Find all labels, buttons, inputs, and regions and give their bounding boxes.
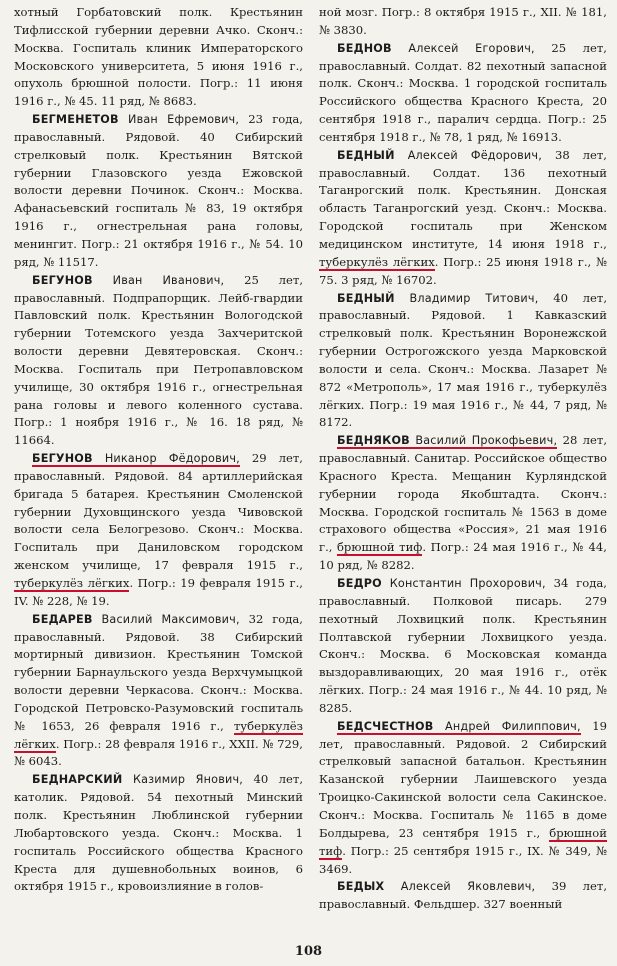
- entry-text: 29 лет, православный. Рядовой. 84 артиллерийская бригада 5 батарея. Крестьянин Смоленской губернии Духовщинского уезда Чивовской волости села Белогрезово. Сконч.: Москва. Госпиталь при Даниловском городском женском училище, 17 февраля 1915 г.,: [14, 451, 303, 573]
- entry-given-name: Никанор Фёдорович,: [104, 452, 240, 466]
- entry-surname: БЕДАРЕВ: [32, 612, 93, 626]
- entry-paragraph: [319, 878, 607, 914]
- highlighted-diagnosis: туберкулёз лёгких: [14, 576, 130, 590]
- entry-paragraph: [319, 432, 607, 575]
- entry-paragraph: [14, 4, 303, 111]
- right-column: [319, 4, 607, 914]
- entry-text: хотный Горбатовский полк. Крестьянин Тифлисской губернии деревни Ачко. Сконч.: Москва. Госпиталь клиник Императорского Московского университета, 5 июня 1916 г., опухоль брюшной полости. Погр.: 11 июня 1916 г., № 45. 11 ряд, № 8683.: [14, 5, 303, 109]
- entry-given-name: Казимир Янович,: [132, 773, 244, 787]
- left-column: [14, 4, 303, 896]
- entry-text: 28 лет, православный. Санитар. Российское общество Красного Креста. Мещанин Курляндской губернии города Якобштадта. Сконч.: Москва. Городской госпиталь № 1563 в доме страхового общества «Россия», 21 мая 1916 г.,: [319, 433, 608, 555]
- entry-name: [32, 452, 240, 467]
- entry-name: [337, 292, 538, 305]
- entry-name: [32, 274, 224, 287]
- entry-paragraph: [14, 771, 303, 896]
- entry-paragraph: [319, 718, 607, 879]
- entry-text: . Погр.: 28 февраля 1916 г., XXII. № 729, № 6043.: [14, 736, 303, 769]
- entry-text: . Погр.: 24 мая 1916 г., № 44, 10 ряд, № 8282.: [319, 540, 607, 573]
- entry-surname: БЕГУНОВ: [32, 452, 93, 466]
- entry-surname: БЕГУНОВ: [32, 273, 93, 287]
- entry-surname: БЕДРО: [337, 577, 382, 590]
- entry-text: 25 лет, православный. Солдат. 82 пехотный запасной полк. Сконч.: Москва. 1 городской госпиталь Российского общества Красного Креста, 20 сентября 1918 г., паралич сердца. Погр.: 25 сентября 1918 г., № 78, 1 ряд, № 16913.: [319, 40, 607, 144]
- entry-given-name: Василий Максимович,: [101, 612, 240, 626]
- entry-given-name: Василий Прокофьевич,: [415, 434, 558, 448]
- entry-text: 39 лет, православный. Фельдшер. 327 военный: [319, 879, 608, 912]
- entry-paragraph: [319, 290, 607, 433]
- entry-text: . Погр.: 19 февраля 1915 г., IV. № 228, № 19.: [14, 576, 303, 608]
- highlighted-diagnosis: брюшной тиф: [319, 825, 607, 858]
- entry-paragraph: [14, 611, 303, 772]
- entry-paragraph: [14, 111, 303, 272]
- entry-given-name: Константин Прохорович,: [389, 577, 546, 590]
- entry-given-name: Владимир Титович,: [409, 291, 539, 305]
- entry-given-name: Алексей Егорович,: [408, 41, 535, 55]
- entry-paragraph: [319, 40, 607, 147]
- entry-surname: БЕДНОВ: [337, 41, 392, 55]
- entry-name: [337, 42, 535, 55]
- entry-name: [32, 113, 239, 126]
- entry-surname: БЕДНЯКОВ: [337, 434, 410, 448]
- page-number: 108: [294, 944, 323, 959]
- entry-surname: БЕДЫХ: [337, 880, 385, 894]
- entry-name: [32, 613, 240, 626]
- entry-name: [337, 720, 581, 735]
- entry-paragraph: [319, 575, 607, 718]
- entry-name: [337, 577, 546, 590]
- highlighted-diagnosis: брюшной тиф: [336, 540, 423, 555]
- entry-name: [337, 149, 542, 162]
- entry-text: 23 года, православный. Рядовой. 40 Сибирский стрелковый полк. Крестьянин Вятской губернии Глазовского уезда Ежовской волости деревни Починок. Сконч.: Москва. Афанасьевский госпиталь № 83, 19 октября 1916 г., огнестрельная рана головы, менингит. Погр.: 21 октября 1916 г., № 54. 10 ряд, № 11517.: [14, 112, 303, 269]
- entry-surname: БЕДНЫЙ: [337, 148, 395, 162]
- entry-text: 40 лет, католик. Рядовой. 54 пехотный Минский полк. Крестьянин Люблинской губернии Любартовского уезда. Сконч.: Москва. 1 госпиталь Российского общества Красного Креста для душевнобольных воинов, 6 октября 1915 г., кровоизлияние в голов-: [14, 772, 304, 894]
- entry-surname: БЕДНЫЙ: [337, 291, 395, 305]
- entry-text: 32 года, православный. Рядовой. 38 Сибирский мортирный дивизион. Крестьянин Томской губернии Барнаульского уезда Верхчумыцкой волости деревни Черкасова. Сконч.: Москва. Городской Петровско-Разумовский госпиталь № 1653, 26 февраля 1916 г.,: [14, 611, 303, 733]
- entry-paragraph: [319, 4, 607, 40]
- entry-name: [337, 434, 557, 449]
- entry-given-name: Иван Иванович,: [112, 273, 225, 287]
- entry-text: 38 лет, православный. Солдат. 136 пехотный Таганрогский полк. Крестьянин. Донская область Таганрогский уезд. Сконч.: Москва. Городской госпиталь при Женском медицинском институте, 14 июня 1918 г.,: [319, 147, 607, 251]
- entry-surname: БЕГМЕНЕТОВ: [32, 113, 119, 127]
- entry-text: . Погр.: 25 июня 1918 г., № 75. 3 ряд, № 16702.: [319, 254, 607, 287]
- entry-paragraph: [319, 147, 607, 290]
- entry-paragraph: [14, 272, 303, 450]
- entry-name: [32, 773, 243, 786]
- entry-text: 40 лет, православный. Рядовой. 1 Кавказский стрелковый полк. Крестьянин Воронежской губернии Острогожского уезда Марковской волости и села. Сконч.: Москва. Лазарет № 872 «Метрополь», 17 мая 1916 г., туберкулёз лёгких. Погр.: 19 мая 1916 г., № 44, 7 ряд, № 8172.: [319, 290, 608, 430]
- entry-text: ной мозг. Погр.: 8 октября 1915 г., XII. № 181, № 3830.: [319, 5, 607, 37]
- highlighted-diagnosis: туберкулёз лёгких: [14, 718, 303, 751]
- entry-text: . Погр.: 25 сентября 1915 г., IX. № 349, № 3469.: [319, 843, 607, 876]
- entry-paragraph: [14, 450, 303, 611]
- entry-name: [337, 880, 535, 893]
- highlighted-diagnosis: туберкулёз лёгких: [319, 254, 435, 269]
- entry-given-name: Алексей Яковлевич,: [400, 880, 536, 894]
- entry-text: 19 лет, православный. Рядовой. 2 Сибирский стрелковый запасной батальон. Крестьянин Казанской губернии Лаишевского уезда Троицко-Сакинской волости села Сакинское. Сконч.: Москва. Госпиталь № 1165 в доме Болдырева, 23 сентября 1915 г.,: [319, 718, 607, 840]
- entry-text: 34 года, православный. Полковой писарь. 279 пехотный Лохвицкий полк. Крестьянин Полтавской губернии Лохвицкого уезда. Сконч.: Москва. 6 Московская команда выздоравливающих, 20 мая 1916 г., отёк лёгких. Погр.: 24 мая 1916 г., № 44. 10 ряд, № 8285.: [319, 576, 607, 715]
- entry-text: 25 лет, православный. Подпрапорщик. Лейб-гвардии Павловский полк. Крестьянин Вологодской губернии Тотемского уезда Захчеритской волости деревни Девятеровская. Сконч.: Москва. Госпиталь при Петропавловском училище, 30 октября 1916 г., огнестрельная рана головы и левого коленного сустава. Погр.: 1 ноября 1916 г., № 16. 18 ряд, № 11664.: [14, 272, 304, 448]
- entry-given-name: Алексей Фёдорович,: [407, 148, 542, 162]
- entry-surname: БЕДСЧЕСТНОВ: [337, 719, 434, 733]
- entry-given-name: Иван Ефремович,: [128, 113, 240, 127]
- entry-surname: БЕДНАРСКИЙ: [32, 773, 123, 787]
- entry-given-name: Андрей Филиппович,: [445, 719, 581, 733]
